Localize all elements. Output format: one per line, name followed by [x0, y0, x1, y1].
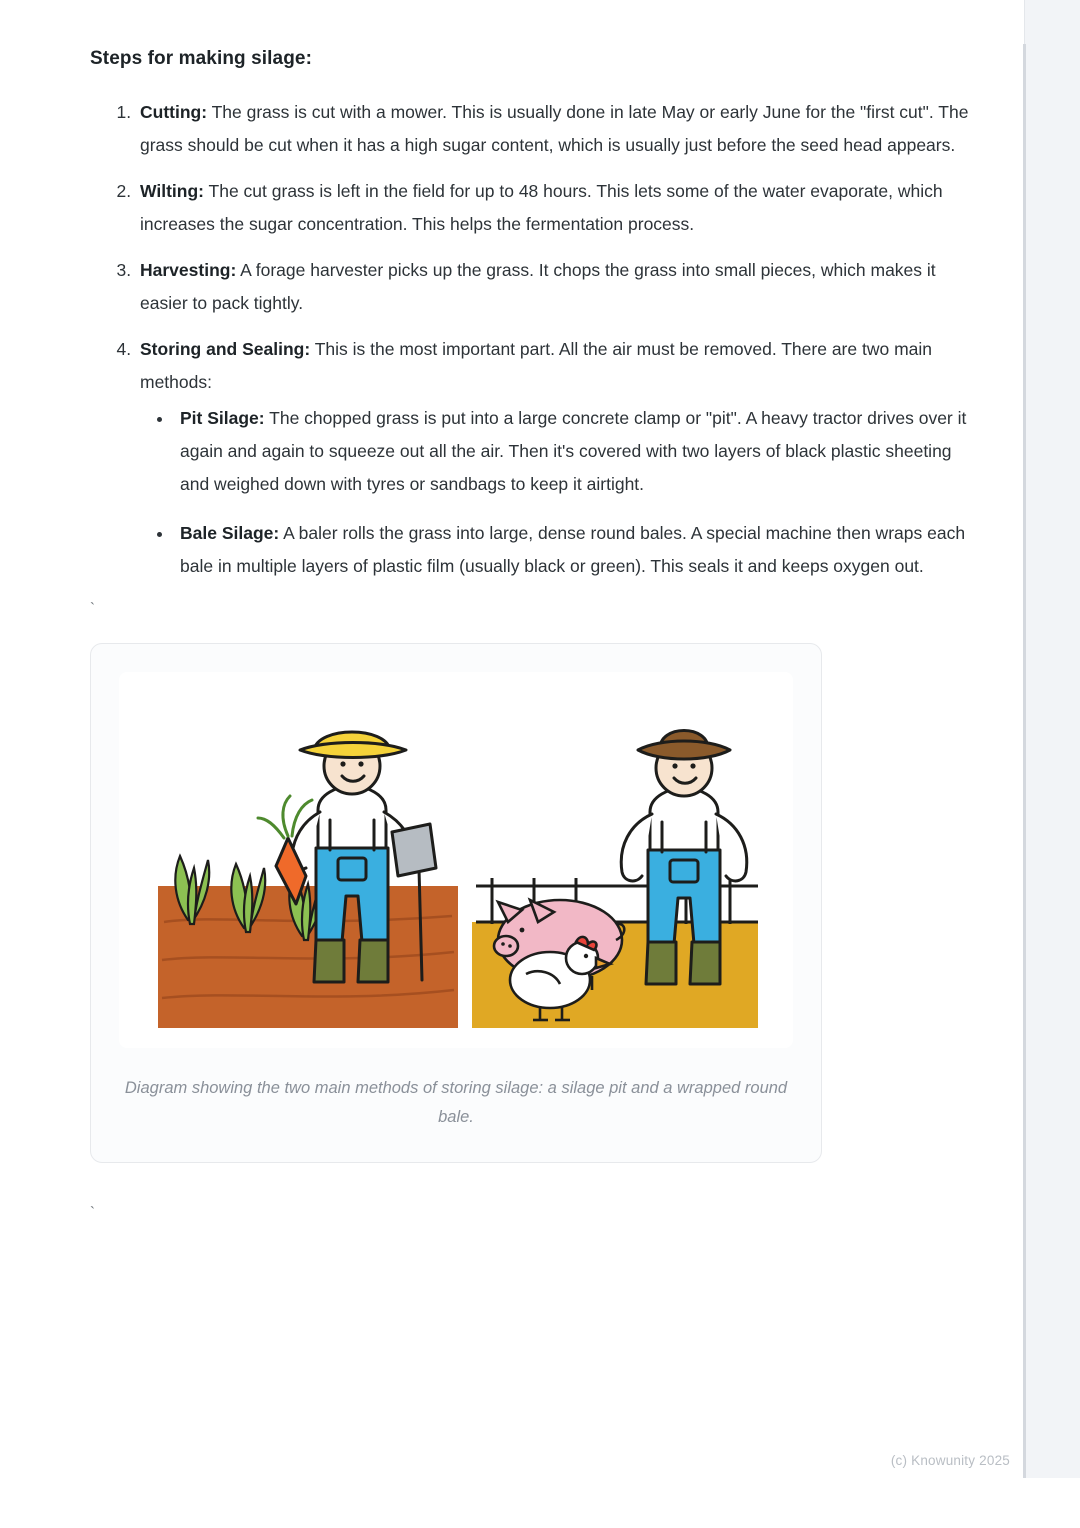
substep-text: A baler rolls the grass into large, dense round bales. A special machine then wraps each bale in multiple layers of plastic film (usually black or green). This seals it and keeps oxygen out.: [180, 523, 966, 576]
substeps-list: [140, 402, 976, 583]
step-text: This is the most important part. All the air must be removed. There are two main methods:: [140, 339, 932, 392]
steps-list: [0, 96, 976, 583]
substep-lead: Pit Silage:: [180, 408, 265, 428]
stray-backtick-upper: `: [90, 600, 95, 617]
step-text: A forage harvester picks up the grass. It chops the grass into small pieces, which makes it easier to pack tightly.: [140, 260, 936, 313]
scrollbar-thumb[interactable]: [1023, 44, 1026, 1478]
list-item: [174, 517, 976, 583]
list-item: [136, 96, 976, 162]
figure-caption: Diagram showing the two main methods of storing silage: a silage pit and a wrapped round bale.: [124, 1079, 788, 1126]
figure-image-container: [119, 672, 793, 1048]
step-text: The grass is cut with a mower. This is usually done in late May or early June for the "first cut". The grass should be cut when it has a high sugar content, which is usually just before the seed head appears.: [140, 102, 969, 155]
step-lead: Wilting:: [140, 181, 204, 201]
list-item: [136, 333, 976, 583]
list-item: [174, 402, 976, 501]
farm-illustration: [130, 690, 782, 1030]
list-item: [136, 175, 976, 241]
step-lead: Harvesting:: [140, 260, 237, 280]
step-text: The cut grass is left in the field for up to 48 hours. This lets some of the water evaporate, which increases the sugar concentration. This helps the fermentation process.: [140, 181, 943, 234]
substep-text: The chopped grass is put into a large concrete clamp or "pit". A heavy tractor drives over it again and again to squeeze out all the air. Then it's covered with two layers of black plastic sheeting and weighed down with tyres or sandbags to keep it airtight.: [180, 408, 967, 494]
step-lead: Cutting:: [140, 102, 208, 122]
step-lead: Storing and Sealing:: [140, 339, 311, 359]
left-panel-field: [158, 856, 458, 1028]
watermark: (c) Knowunity 2025: [890, 1453, 1010, 1468]
scroll-gutter[interactable]: [1024, 0, 1080, 1478]
page-title: Steps for making silage:: [90, 48, 313, 69]
stray-backtick-lower: `: [90, 1204, 95, 1221]
substep-lead: Bale Silage:: [180, 523, 280, 543]
figure-card: [90, 643, 822, 1163]
list-item: [136, 254, 976, 320]
